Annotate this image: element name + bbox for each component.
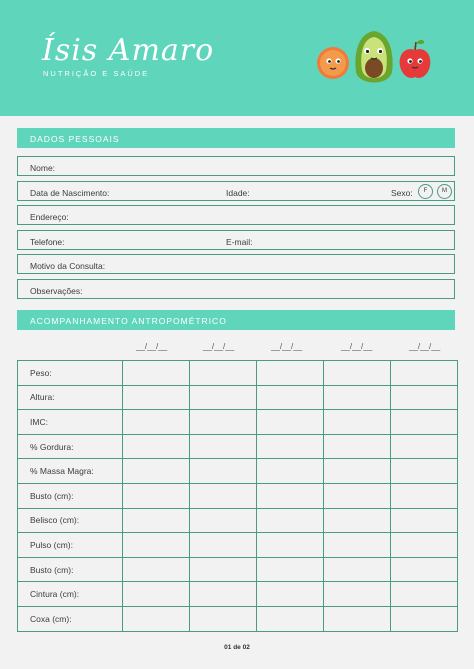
- row-label: Peso:: [18, 361, 123, 386]
- measure-cell[interactable]: [123, 410, 190, 435]
- date-label-2: __/__/__: [203, 342, 235, 351]
- measure-cell[interactable]: [324, 557, 391, 582]
- measure-cell[interactable]: [123, 508, 190, 533]
- reason-field[interactable]: [17, 254, 455, 274]
- apple-icon: [400, 40, 431, 78]
- measure-cell[interactable]: [391, 361, 458, 386]
- measure-cell[interactable]: [324, 606, 391, 631]
- row-label: Belisco (cm):: [18, 508, 123, 533]
- measure-cell[interactable]: [123, 361, 190, 386]
- measure-cell[interactable]: [257, 434, 324, 459]
- measure-cell[interactable]: [257, 557, 324, 582]
- brand-subtitle: NUTRIÇÃO E SAÚDE: [43, 69, 150, 78]
- row-label: % Gordura:: [18, 434, 123, 459]
- table-row: [18, 582, 458, 607]
- notes-field[interactable]: [17, 279, 455, 299]
- row-label: Altura:: [18, 385, 123, 410]
- measure-cell[interactable]: [257, 483, 324, 508]
- measure-cell[interactable]: [257, 459, 324, 484]
- measure-cell[interactable]: [324, 459, 391, 484]
- measure-cell[interactable]: [391, 582, 458, 607]
- birth-date-label: Data de Nascimento:: [30, 188, 110, 198]
- measure-cell[interactable]: [190, 483, 257, 508]
- measure-cell[interactable]: [123, 557, 190, 582]
- notes-label: Observações:: [30, 286, 83, 296]
- measure-cell[interactable]: [324, 533, 391, 558]
- measure-cell[interactable]: [391, 434, 458, 459]
- measure-cell[interactable]: [391, 385, 458, 410]
- sex-label: Sexo:: [391, 188, 413, 198]
- measure-cell[interactable]: [190, 434, 257, 459]
- measure-cell[interactable]: [391, 533, 458, 558]
- measure-cell[interactable]: [324, 508, 391, 533]
- measure-cell[interactable]: [123, 434, 190, 459]
- measure-cell[interactable]: [190, 459, 257, 484]
- measure-cell[interactable]: [257, 533, 324, 558]
- table-row: [18, 385, 458, 410]
- measure-cell[interactable]: [190, 410, 257, 435]
- row-label: Coxa (cm):: [18, 606, 123, 631]
- measure-cell[interactable]: [123, 385, 190, 410]
- phone-label: Telefone:: [30, 237, 65, 247]
- measure-cell[interactable]: [257, 385, 324, 410]
- sex-option-m[interactable]: M: [437, 184, 452, 199]
- measure-cell[interactable]: [123, 582, 190, 607]
- measure-cell[interactable]: [190, 606, 257, 631]
- row-label: Busto (cm):: [18, 557, 123, 582]
- address-label: Endereço:: [30, 212, 69, 222]
- measure-cell[interactable]: [324, 483, 391, 508]
- measure-cell[interactable]: [391, 508, 458, 533]
- name-label: Nome:: [30, 163, 56, 173]
- personal-data-header: DADOS PESSOAIS: [17, 128, 455, 148]
- avocado-icon: [355, 31, 392, 83]
- measure-cell[interactable]: [257, 606, 324, 631]
- measure-cell[interactable]: [123, 606, 190, 631]
- measure-cell[interactable]: [324, 582, 391, 607]
- measure-cell[interactable]: [391, 459, 458, 484]
- measure-cell[interactable]: [123, 459, 190, 484]
- measure-cell[interactable]: [190, 557, 257, 582]
- measure-cell[interactable]: [324, 410, 391, 435]
- table-row: [18, 557, 458, 582]
- measure-cell[interactable]: [391, 557, 458, 582]
- date-label-4: __/__/__: [341, 342, 373, 351]
- date-label-3: __/__/__: [271, 342, 303, 351]
- header-banner: [0, 0, 474, 116]
- table-row: [18, 508, 458, 533]
- measure-cell[interactable]: [324, 434, 391, 459]
- birth-age-sex-row: [17, 181, 455, 201]
- fruits-illustration: [312, 28, 442, 88]
- measure-cell[interactable]: [257, 582, 324, 607]
- address-field[interactable]: [17, 205, 455, 225]
- anthropometric-header: ACOMPANHAMENTO ANTROPOMÉTRICO: [17, 310, 455, 330]
- measure-cell[interactable]: [190, 385, 257, 410]
- measure-cell[interactable]: [257, 508, 324, 533]
- measure-cell[interactable]: [257, 410, 324, 435]
- measure-cell[interactable]: [190, 361, 257, 386]
- measure-cell[interactable]: [190, 533, 257, 558]
- measure-cell[interactable]: [190, 508, 257, 533]
- page-number: 01 de 02: [224, 644, 250, 651]
- date-label-1: __/__/__: [136, 342, 168, 351]
- row-label: Busto (cm):: [18, 483, 123, 508]
- table-row: [18, 361, 458, 386]
- table-row: [18, 459, 458, 484]
- measure-cell[interactable]: [190, 582, 257, 607]
- orange-icon: [317, 47, 349, 79]
- brand-name: Ísis Amaro: [42, 33, 215, 68]
- measure-cell[interactable]: [324, 385, 391, 410]
- date-label-5: __/__/__: [409, 342, 441, 351]
- row-label: % Massa Magra:: [18, 459, 123, 484]
- measure-cell[interactable]: [257, 361, 324, 386]
- row-label: Pulso (cm):: [18, 533, 123, 558]
- sex-option-f[interactable]: F: [418, 184, 433, 199]
- table-row: [18, 434, 458, 459]
- measure-cell[interactable]: [391, 410, 458, 435]
- name-field[interactable]: [17, 156, 455, 176]
- measure-cell[interactable]: [391, 606, 458, 631]
- measure-cell[interactable]: [123, 533, 190, 558]
- table-row: [18, 533, 458, 558]
- reason-label: Motivo da Consulta:: [30, 261, 106, 271]
- table-row: [18, 483, 458, 508]
- row-label: IMC:: [18, 410, 123, 435]
- age-label: Idade:: [226, 188, 250, 198]
- measure-cell[interactable]: [123, 483, 190, 508]
- table-row: [18, 410, 458, 435]
- email-label: E-mail:: [226, 237, 253, 247]
- phone-email-row[interactable]: [17, 230, 455, 250]
- table-row: [18, 606, 458, 631]
- measure-cell[interactable]: [324, 361, 391, 386]
- measure-cell[interactable]: [391, 483, 458, 508]
- row-label: Cintura (cm):: [18, 582, 123, 607]
- anthropometric-table: [17, 360, 458, 632]
